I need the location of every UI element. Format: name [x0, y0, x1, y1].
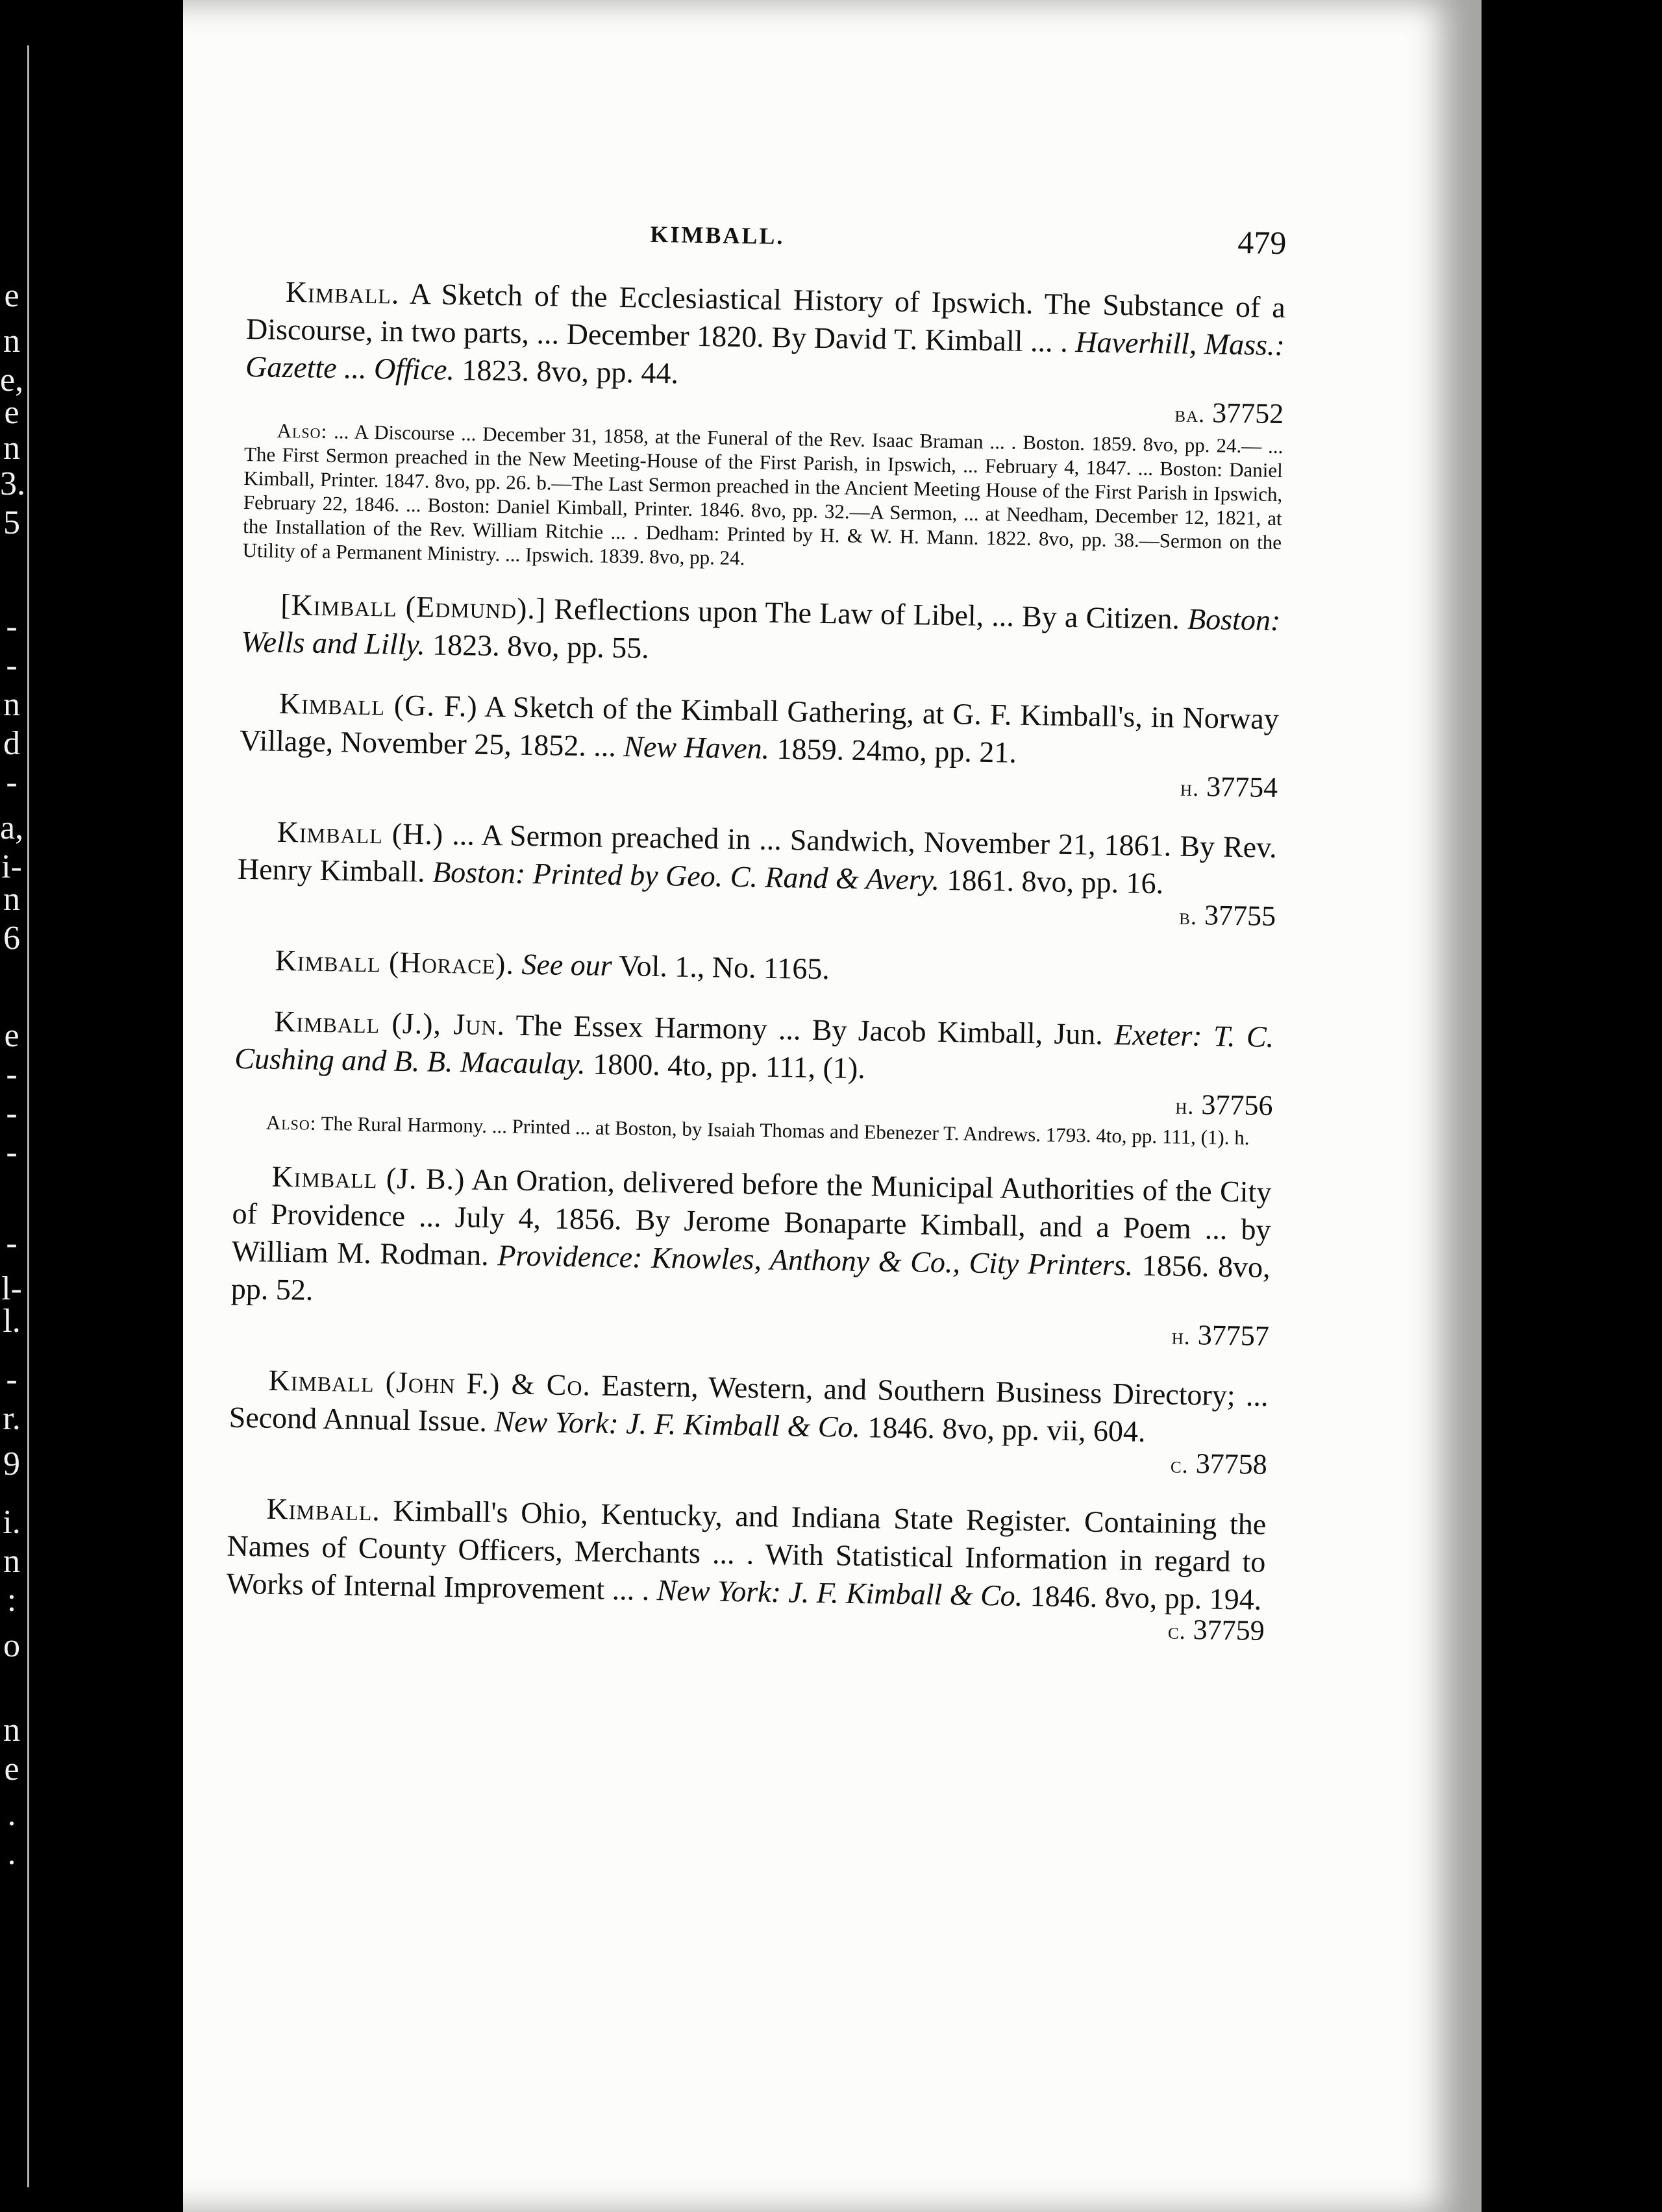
note-lead: Also:: [277, 419, 328, 443]
entry-number: 37759: [1193, 1614, 1265, 1647]
entry-title: The Essex Harmony ... By Jacob Kimball, Jun.: [515, 1008, 1104, 1051]
entry-title: An Oration, delivered before the Municipal Authorities of the City of Providence ... July 4, 1856. By Jerome Bonaparte Kimball, and a Poem ... by William M. Rodman.: [231, 1162, 1272, 1272]
left-page-fragment: 6: [3, 920, 20, 957]
bibliography-entry: [242, 273, 1285, 578]
left-page-fragment: n: [3, 686, 20, 723]
entry-imprint: New Haven.: [623, 730, 770, 765]
bibliography-entry: [237, 813, 1277, 934]
left-page-fragment: l-: [1, 1270, 22, 1307]
entry-collation: Vol. 1., No. 1165.: [618, 949, 830, 986]
left-page-fragment: -: [6, 764, 18, 801]
left-page-fragment: e: [4, 1751, 19, 1788]
bibliography-entry: [226, 1490, 1267, 1649]
facing-page-edge: [0, 0, 156, 2212]
left-page-fragment: -: [6, 647, 18, 684]
entry-imprint: Exeter: T. C. Cushing and B. B. Macaulay.: [234, 1018, 1274, 1081]
page-gutter-line: [27, 45, 29, 2187]
note-lead: Also:: [266, 1111, 317, 1135]
entry-main-text: [226, 1490, 1267, 1619]
entry-title: Eastern, Western, and Southern Business Directory; ... Second Annual Issue.: [229, 1368, 1269, 1438]
entry-heading: Kimball (John F.) & Co.: [268, 1363, 591, 1402]
entry-title: A Sketch of the Ecclesiastical History of Ipswich. The Substance of a Discourse, in two parts, ... December 1820. By David T. Kimball ... .: [245, 276, 1286, 358]
left-page-fragment: i.: [3, 1504, 21, 1541]
left-page-fragment: i-: [1, 848, 22, 885]
left-page-fragment: 3.: [0, 465, 25, 502]
entry-collation: 1800. 4to, pp. 111, (1).: [592, 1047, 866, 1085]
entry-collation: 1846. 8vo, pp. 194.: [1030, 1579, 1262, 1616]
entry-heading: Kimball (H.): [277, 815, 444, 851]
entry-collation: 1859. 24mo, pp. 21.: [776, 731, 1017, 769]
left-page-fragment: e: [4, 394, 19, 431]
left-page-fragment: l.: [3, 1303, 21, 1340]
entry-title: A Sketch of the Kimball Gathering, at G. F. Kimball's, in Norway Village, November 25, 1852. ...: [239, 689, 1280, 763]
entry-number: 37758: [1195, 1447, 1268, 1481]
left-page-fragment: e: [4, 1017, 19, 1054]
left-page-fragment: -: [6, 1095, 18, 1132]
entry-collation: 1846. 8vo, pp. vii, 604.: [867, 1410, 1146, 1448]
entry-title: ... A Sermon preached in ... Sandwich, November 21, 1861. By Rev. Henry Kimball.: [237, 818, 1278, 889]
bibliography-entry: [241, 585, 1281, 677]
left-page-fragment: n: [3, 323, 20, 360]
library-code: b.: [1179, 903, 1198, 930]
entry-collation: 1823. 8vo, pp. 55.: [432, 628, 650, 665]
library-code: h.: [1175, 1092, 1195, 1120]
entry-imprint: New York: J. F. Kimball & Co.: [656, 1573, 1023, 1613]
entry-main-text: [241, 585, 1281, 677]
left-page-fragment: -: [6, 1134, 18, 1171]
page-number: 479: [1237, 223, 1287, 262]
left-page-fragment: n: [3, 881, 20, 918]
note-text: The Rural Harmony. ... Printed ... at Boston, by Isaiah Thomas and Ebenezer T. Andrews. 1793. 4to, pp. 111, (1). h.: [321, 1111, 1250, 1149]
left-page-fragment: a,: [0, 809, 24, 846]
entry-number: 37755: [1204, 899, 1276, 932]
left-page-fragment: -: [6, 1225, 18, 1262]
entry-collation: 1823. 8vo, pp. 44.: [462, 353, 679, 390]
left-page-fragment: e,: [0, 362, 24, 399]
library-code: c.: [1167, 1617, 1187, 1644]
library-code: h.: [1171, 1323, 1191, 1350]
bibliography-entries: [226, 273, 1286, 1649]
entry-main-text: [230, 1157, 1271, 1324]
book-page: [183, 0, 1482, 2212]
entry-imprint: Boston: Wells and Lilly.: [241, 602, 1281, 661]
entry-collation: 1861. 8vo, pp. 16.: [947, 863, 1164, 900]
bibliography-entry: [229, 1361, 1269, 1482]
left-page-fragment: -: [6, 1056, 18, 1093]
running-title: KIMBALL.: [650, 221, 785, 249]
library-code: ba.: [1174, 400, 1206, 428]
entry-imprint: See our: [521, 947, 613, 982]
entry-imprint: New York: J. F. Kimball & Co.: [494, 1405, 861, 1444]
bibliography-entry: [234, 1002, 1274, 1150]
entry-heading: Kimball (J.), Jun.: [273, 1004, 506, 1042]
bibliography-entry: [236, 941, 1275, 995]
left-page-fragment: r.: [3, 1400, 21, 1437]
left-page-fragment: .: [7, 1835, 16, 1872]
left-page-fragment: n: [3, 1543, 20, 1580]
entry-number: 37754: [1206, 770, 1278, 804]
entry-main-text: [245, 273, 1286, 402]
library-code: c.: [1170, 1451, 1189, 1478]
left-page-fragment: 9: [3, 1445, 20, 1482]
library-code: h.: [1180, 774, 1200, 802]
left-page-fragment: n: [3, 430, 20, 467]
entry-heading: Kimball (J. B.): [271, 1159, 465, 1196]
left-page-fragment: -: [6, 1361, 18, 1398]
left-page-fragment: .: [7, 1796, 16, 1833]
entry-heading: Kimball (Horace).: [275, 943, 515, 981]
entry-heading: Kimball.: [285, 275, 400, 310]
left-page-fragment: -: [6, 608, 18, 645]
entry-imprint: Providence: Knowles, Anthony & Co., City Printers.: [497, 1238, 1134, 1282]
bibliography-entry: [230, 1157, 1272, 1354]
entry-imprint: Boston: Printed by Geo. C. Rand & Avery.: [432, 855, 940, 896]
entry-heading: [Kimball (Edmund).]: [280, 587, 547, 626]
entry-note: [242, 418, 1283, 578]
entry-title: Kimball's Ohio, Kentucky, and Indiana State Register. Containing the Names of County Officers, Merchants ... . With Statistical Information in regard to Works of Internal Improvement ... .: [226, 1493, 1267, 1606]
entry-heading: Kimball (G. F.): [279, 686, 478, 723]
left-page-fragment: :: [6, 1582, 17, 1619]
page-edge-right: [1482, 0, 1662, 2212]
bibliography-entry: [239, 684, 1279, 805]
entry-title: Reflections upon The Law of Libel, ... By a Citizen.: [554, 592, 1180, 635]
page-content: [225, 208, 1287, 1672]
entry-number: 37757: [1197, 1319, 1270, 1352]
note-text: ... A Discourse ... December 31, 1858, at the Funeral of the Rev. Isaac Braman ... . Boston. 1859. 8vo, pp. 24.— ... The First Sermon preached in the New Meeting-House of the First Parish, in Ipswich, ... February 4, 1847. ... Boston: Daniel Kimball, Printer. 1847. 8vo, pp. 26. b.—The Last Sermon preached in the Ancient Meeting House of the First Parish in Ipswich, February 22, 1846. ... Boston: Daniel Kimball, Printer. 1846. 8vo, pp. 32.—A Sermon, ... at Needham, December 12, 1821, at the Installation of the Rev. William Ritchie ... . Dedham: Printed by H. & W. H. Mann. 1822. 8vo, pp. 38.—Sermon on the Utility of a Permanent Ministry. ... Ipswich. 1839. 8vo, pp. 24.: [242, 420, 1284, 570]
entry-number: 37756: [1201, 1088, 1273, 1122]
entry-number: 37752: [1211, 397, 1284, 430]
entry-main-text: [236, 941, 1275, 995]
entry-heading: Kimball.: [266, 1492, 381, 1527]
left-page-fragment: d: [3, 725, 20, 762]
left-page-fragment: e: [4, 277, 19, 314]
left-page-fragment: 5: [3, 504, 20, 541]
entry-imprint: Haverhill, Mass.: Gazette ... Office.: [245, 325, 1285, 387]
left-page-fragment: n: [3, 1712, 20, 1749]
left-page-fragment: o: [3, 1627, 20, 1664]
entry-collation: 1856. 8vo, pp. 52.: [230, 1248, 1271, 1307]
